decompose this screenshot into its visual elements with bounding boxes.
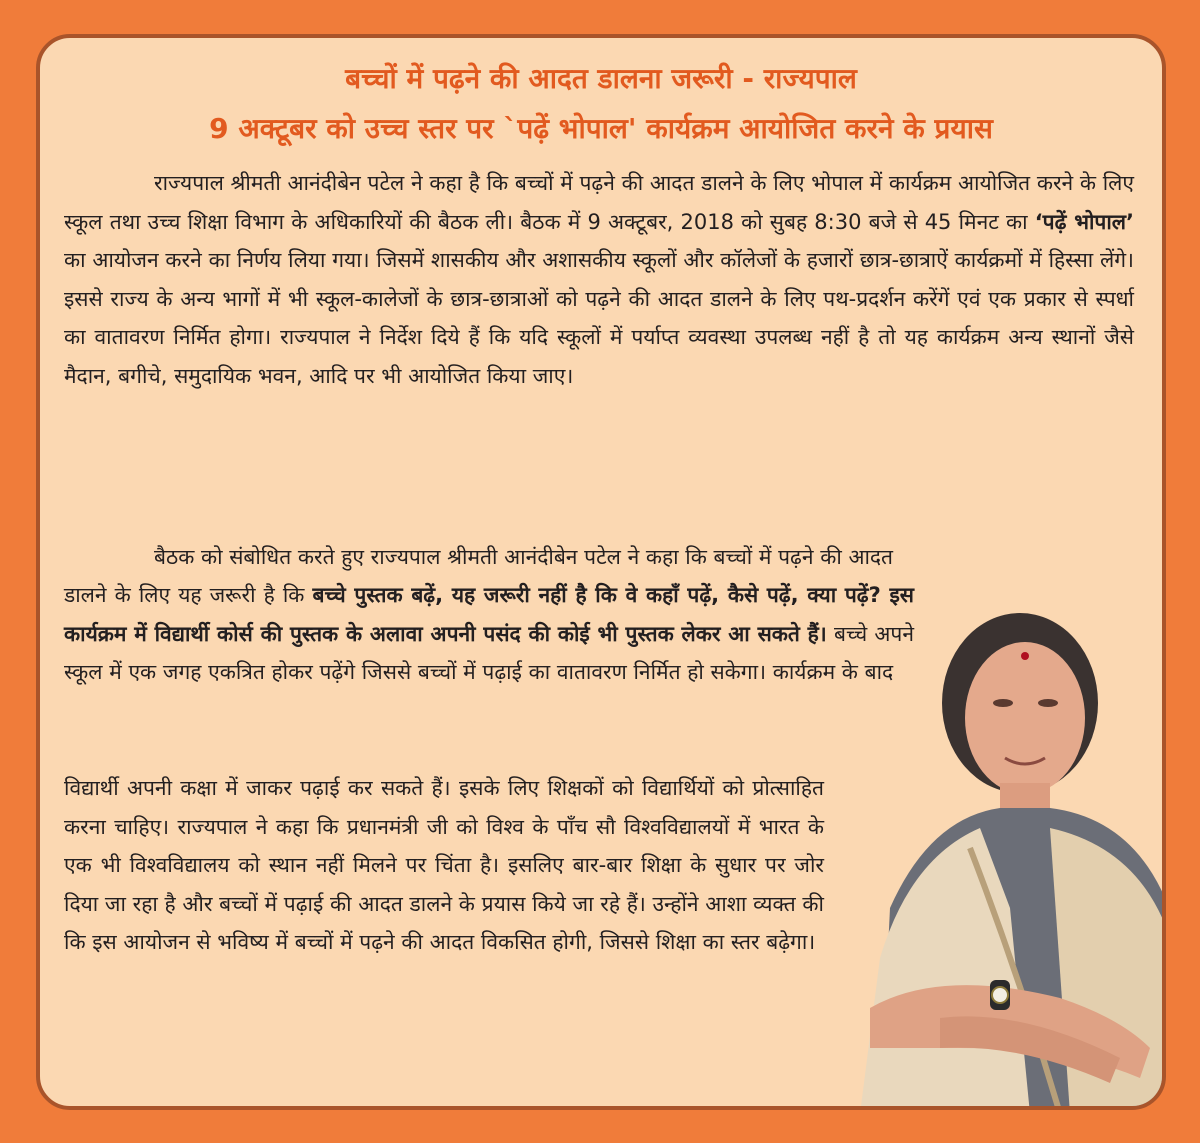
paragraph-2-text-a: बैठक को संबोधित करते हुए राज्यपाल श्रीमती आनंदीबेन पटेल ने कहा कि बच्चों में पढ़ने की आदत [154, 545, 894, 569]
article-panel [36, 34, 1166, 1110]
paragraph-2-text-b: डालने के लिए यह जरूरी है कि [64, 583, 313, 607]
governor-photo [820, 578, 1166, 1110]
subheadline: 9 अक्टूबर को उच्च स्तर पर `पढ़ें भोपाल' कार्यक्रम आयोजित करने के प्रयास [209, 112, 993, 145]
headline: बच्चों में पढ़ने की आदत डालना जरूरी - राज्यपाल [345, 62, 857, 95]
paragraph-1-text-b: का आयोजन करने का निर्णय लिया गया। जिसमें शासकीय और अशासकीय स्कूलों और कॉलेजों के हजारों छात्र-छात्राऐं कार्यक्रमों में हिस्सा लेंगे। इससे राज्य के अन्य भागों में भी स्कूल-कालेजों के छात्र-छात्राओं को पढ़ने की आदत डालने के लिए पथ-प्रदर्शन करेंगें एवं एक प्रकार से स्पर्धा का वातावरण निर्मित होगा। राज्यपाल ने निर्देश दिये हैं कि यदि स्कूलों में पर्याप्त व्यवस्था उपलब्ध नहीं है तो यह कार्यक्रम अन्य स्थानों जैसे मैदान, बगीचे, समुदायिक भवन, आदि पर भी आयोजित किया जाए। [64, 248, 1134, 388]
paragraph-1-text-a: राज्यपाल श्रीमती आनंदीबेन पटेल ने कहा है कि बच्चों में पढ़ने की आदत डालने के लिए भोपाल में कार्यक्रम आयोजित करने के लिए स्कूल तथा उच्च शिक्षा विभाग के अधिकारियों की बैठक ली। बैठक में 9 अक्टूबर, 2018 को सुबह 8:30 बजे से 45 मिनट का [64, 171, 1134, 234]
paragraph-2-bold-quote: बच्चे पुस्तक बढ़ें, यह जरूरी नहीं है कि वे कहाँ पढ़ें, कैसे पढ़ें, क्या पढ़ें? इस कार्यक्रम में विद्यार्थी कोर्स की पुस्तक के अलावा अपनी पसंद की कोई भी पुस्तक लेकर आ सकते हैं। [64, 583, 914, 646]
program-name: ‘पढ़ें भोपाल’ [1034, 209, 1135, 234]
paragraph-2-middle [64, 576, 914, 692]
paragraph-2-text-c: बच्चे अपने स्कूल में एक जगह एकत्रित होकर पढ़ेंगे जिससे बच्चों में पढ़ाई का वातावरण निर्मित हो सकेगा। कार्यक्रम के बाद [64, 621, 914, 684]
paragraph-1 [64, 164, 1134, 395]
paragraph-2-first-line [64, 538, 1134, 577]
paragraph-2-end: विद्यार्थी अपनी कक्षा में जाकर पढ़ाई कर सकते हैं। इसके लिए शिक्षकों को विद्यार्थियों को प्रोत्साहित करना चाहिए। राज्यपाल ने कहा कि प्रधानमंत्री जी को विश्व के पाँच सौ विश्वविद्यालयों में भारत के एक भी विश्वविद्यालय को स्थान नहीं मिलने पर चिंता है। इसलिए बार-बार शिक्षा के सुधार पर जोर दिया जा रहा है और बच्चों में पढ़ाई की आदत डालने के प्रयास किये जा रहे हैं। उन्होंने आशा व्यक्त की कि इस आयोजन से भविष्य में बच्चों में पढ़ने की आदत विकसित होगी, जिससे शिक्षा का स्तर बढ़ेगा। [64, 776, 824, 954]
